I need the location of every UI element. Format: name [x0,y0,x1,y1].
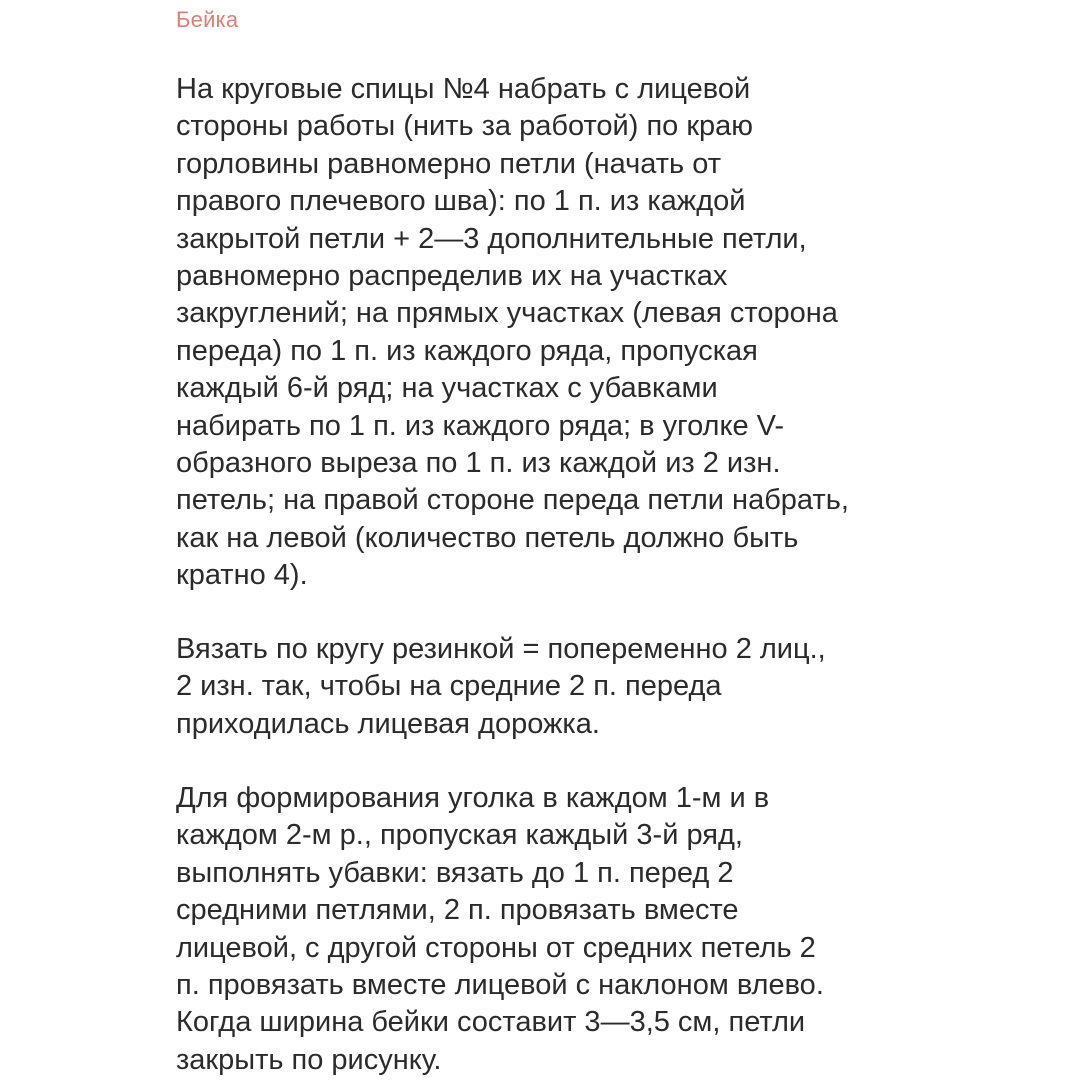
text-line: средними петлями, 2 п. провязать вместе [176,894,739,927]
text-line: образного выреза по 1 п. из каждой из 2 изн. [176,447,781,480]
text-line: набирать по 1 п. из каждого ряда; в уголке V- [176,409,785,442]
text-line: петель; на правой стороне переда петли набрать, [176,484,849,517]
text-line: переда) по 1 п. из каждого ряда, пропуская [176,334,758,367]
text-line: равномерно распределив их на участках [176,260,728,293]
text-line: каждый 6-й ряд; на участках с убавками [176,372,718,405]
paragraph-corner-shaping [176,780,824,1079]
section-heading: Бейка [176,7,239,32]
text-line: 2 изн. так, чтобы на средние 2 п. переда [176,670,722,703]
text-line: закруглений; на прямых участках (левая сторона [176,297,838,330]
text-line: приходилась лицевая дорожка. [176,707,600,740]
text-line: п. провязать вместе лицевой с наклоном влево. [176,969,824,1002]
text-line: стороны работы (нить за работой) по краю [176,110,754,143]
text-line: закрыть по рисунку. [176,1043,442,1076]
text-line: правого плечевого шва): по 1 п. из каждой [176,185,746,218]
text-line: каждом 2-м р., пропуская каждый 3-й ряд, [176,819,743,852]
text-line: На круговые спицы №4 набрать с лицевой [176,73,751,105]
paragraph-rib-knit [176,631,826,743]
text-line: Для формирования уголка в каждом 1-м и в [176,782,770,814]
text-line: как на левой (количество петель должно быть [176,521,799,554]
text-line: Когда ширина бейки составит 3—3,5 см, петли [176,1006,806,1039]
text-line: лицевой, с другой стороны от средних петель 2 [176,931,816,964]
text-line: Вязать по кругу резинкой = попеременно 2 лиц., [176,633,826,665]
text-line: закрытой петли + 2—3 дополнительные петли, [176,222,807,255]
paragraph-cast-on [176,71,849,595]
text-line: кратно 4). [176,559,308,592]
text-line: горловины равномерно петли (начать от [176,147,721,180]
text-line: выполнять убавки: вязать до 1 п. перед 2 [176,856,734,889]
